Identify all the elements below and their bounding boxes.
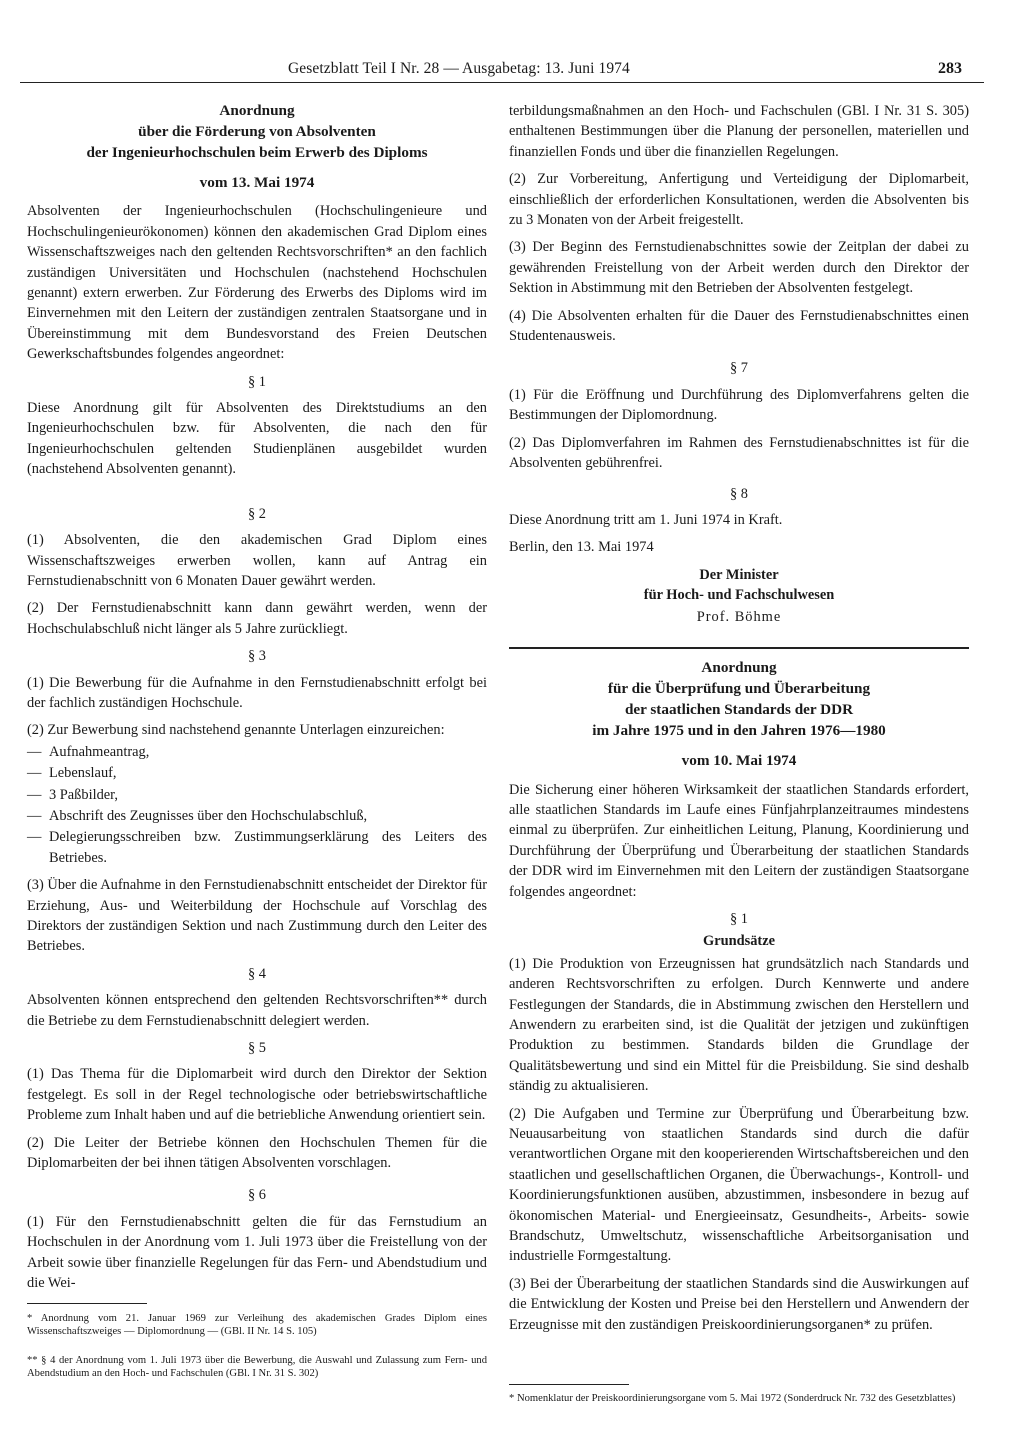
doc2-title: [509, 657, 969, 741]
header-rule: [20, 82, 984, 83]
doc1-s2-p1: (1) Absolventen, die den akademischen Grad Diplom eines Wissenschaftszweiges erwerben wollen, kann auf Antrag ein Fernstudienabschnitt von 6 Monaten Dauer gewährt werden.: [27, 532, 487, 589]
list-item-text: Delegierungsschreiben bzw. Zustimmungserklärung des Leiters des Betriebes.: [49, 829, 487, 866]
doc2-s1-heading: § 1: [730, 910, 748, 927]
doc1-s4-heading: § 4: [248, 965, 266, 982]
doc1-s7-heading: § 7: [730, 360, 748, 377]
page-number: 283: [938, 60, 962, 77]
doc1-s8-text: Diese Anordnung tritt am 1. Juni 1974 in Kraft.: [509, 511, 783, 528]
doc1-s2-p2: (2) Der Fernstudienabschnitt kann dann gewährt werden, wenn der Hochschulabschluß nicht länger als 5 Jahre zurückliegt.: [27, 600, 487, 637]
signature-line: Der Minister: [699, 566, 779, 583]
running-title: Gesetzblatt Teil I Nr. 28 — Ausgabetag: 13. Juni 1974: [288, 60, 630, 77]
doc1-s7-p1: (1) Für die Eröffnung und Durchführung des Diplomverfahrens gelten die Bestimmungen der Diplomordnung.: [509, 386, 969, 424]
doc1-title-line: der Ingenieurhochschulen beim Erwerb des Diploms: [86, 144, 428, 161]
doc1-signature-title: [509, 565, 969, 605]
dash-mark: —: [27, 765, 42, 782]
doc2-s1-p2: (2) Die Aufgaben und Termine zur Überprüfung und Überarbeitung bzw. Neuausarbeitung von staatlichen Standards sind durch die dafür verantwortlichen Organe mit den kooperierenden Wirtschaftsbereichen und den staatlichen und gesellschaftlichen Organen, die Überwachungs-, Kontroll- und Koordinierungsfunktionen ausüben, abzustimmen, insbesondere in bezug auf ökonomischen Material- und Energieeinsatz, Gesundheits-, Arbeits- sowie Brandschutz, Umweltschutz, wissenschaftliche Arbeitsorganisation und industrielle Formgestaltung.: [509, 1105, 969, 1265]
doc1-title-line: Anordnung: [219, 102, 295, 119]
page-header: [0, 60, 1024, 82]
doc1-s6-p2: (2) Zur Vorbereitung, Anfertigung und Verteidigung der Diplomarbeit, einschließlich der erforderlichen Konsultationen, werden die Absolventen bis zu 3 Monaten von der Arbeit freigestellt.: [509, 171, 969, 229]
dash-mark: —: [27, 807, 42, 824]
doc1-s6-p1-part1: (1) Für den Fernstudienabschnitt gelten die für das Fernstudium an Hochschulen in der Anordnung vom 1. Juli 1973 über die Freistellung von der Arbeit sowie über finanzielle Regelungen für das Fern- und Abendstudium und die Wei-: [27, 1213, 487, 1292]
list-item: [27, 785, 487, 805]
doc1-s3-p1: (1) Die Bewerbung für die Aufnahme in den Fernstudienabschnitt erfolgt bei der fachlich zuständigen Hochschule.: [27, 674, 487, 711]
doc1-s5-heading: § 5: [248, 1040, 266, 1057]
footnote-rule: [27, 1303, 147, 1304]
list-item-text: Aufnahmeantrag,: [49, 743, 150, 760]
list-item-text: Lebenslauf,: [49, 765, 117, 782]
left-column: [27, 100, 487, 1301]
doc1-s3-heading: § 3: [248, 648, 266, 665]
doc2-footnote-1: * Nomenklatur der Preiskoordinierungsorgane vom 5. Mai 1972 (Sonderdruck Nr. 732 des Gesetzblattes): [509, 1393, 956, 1404]
doc1-title: [27, 100, 487, 163]
doc1-signature-name: Prof. Böhme: [696, 608, 782, 625]
doc1-s6-p4: (4) Die Absolventen erhalten für die Dauer des Fernstudienabschnittes einen Studentenausweis.: [509, 307, 969, 345]
right-column: [509, 101, 969, 1342]
footnote-rule: [509, 1384, 629, 1385]
doc1-s8-heading: § 8: [730, 485, 748, 502]
doc1-footnote-2: ** § 4 der Anordnung vom 1. Juli 1973 über die Bewerbung, die Auswahl und Zulassung zum Fern- und Abendstudium an den Hoch- und Fachschulen (GBl. I Nr. 31 S. 302): [27, 1355, 487, 1379]
list-item-text: Abschrift des Zeugnisses über den Hochschulabschluß,: [49, 807, 368, 824]
doc1-footnote-1: * Anordnung vom 21. Januar 1969 zur Verleihung des akademischen Grades Diplom eines Wissenschaftszweiges — Diplomordnung — (GBl. II Nr. 14 S. 105): [27, 1313, 487, 1337]
doc1-place-date: Berlin, den 13. Mai 1974: [509, 539, 654, 556]
doc1-title-line: über die Förderung von Absolventen: [138, 123, 376, 140]
doc1-date: vom 13. Mai 1974: [199, 174, 315, 191]
signature-line: für Hoch- und Fachschulwesen: [643, 586, 835, 603]
list-item: [27, 763, 487, 783]
doc2-title-line: im Jahre 1975 und in den Jahren 1976—1980: [592, 722, 886, 740]
doc1-s5-p1: (1) Das Thema für die Diplomarbeit wird durch den Direktor der Sektion festgelegt. Es soll in der Regel technologische oder betriebswirtschaftliche Probleme zum Inhalt haben und auf die betriebliche Anwendung orientiert sein.: [27, 1066, 487, 1124]
section-divider: [509, 647, 969, 649]
list-item: [27, 827, 487, 868]
doc2-title-line: der staatlichen Standards der DDR: [624, 701, 854, 719]
doc1-s6-heading: § 6: [248, 1187, 266, 1204]
dash-mark: —: [27, 743, 42, 760]
doc1-s6-p3: (3) Der Beginn des Fernstudienabschnittes sowie der Zeitplan der dabei zu gewährenden Freistellung von der Arbeit werden durch den Direktor der Sektion in Abstimmung mit den Betrieben der Absolventen festgelegt.: [509, 239, 969, 297]
doc2-s1-subheading: Grundsätze: [703, 933, 775, 950]
doc1-s5-p2: (2) Die Leiter der Betriebe können den Hochschulen Themen für die Diplomarbeiten der bei ihnen tätigen Absolventen vorschlagen.: [27, 1134, 487, 1172]
dash-mark: —: [27, 829, 42, 846]
list-item: [27, 742, 487, 762]
doc2-s1-p1: (1) Die Produktion von Erzeugnissen hat grundsätzlich nach Standards und anderen Rechtsvorschriften zu erfolgen. Durch Kennwerte und andere Festlegungen der Standards, die in Abstimmung zwischen den Herstellern und Anwendern zu erarbeiten sind, ist die Qualität der jetzigen und zukünftigen Produktion zu bestimmen. Standards bilden die Grundlage der Qualitätsbewertung und sind ein Mittel für die Preisbildung. Sie sind deshalb ständig zu aktualisieren.: [509, 955, 969, 1095]
dash-mark: —: [27, 786, 42, 803]
list-item: [27, 806, 487, 826]
doc2-preamble: Die Sicherung einer höheren Wirksamkeit der staatlichen Standards erfordert, alle staatlichen Standards im Laufe eines Fünfjahrplanzeitraumes mindestens einmal zu überprüfen. Zur einheitlichen Leitung, Planung, Koordinierung und Durchführung der Überprüfung und Überarbeitung der staatlichen Standards der DDR wird im Einvernehmen mit den Leitern der zuständigen Staatsorgane folgendes angeordnet:: [509, 781, 969, 900]
doc1-s4-text: Absolventen können entsprechend den geltenden Rechtsvorschriften** durch die Betriebe zu dem Fernstudienabschnitt delegiert werden.: [27, 992, 487, 1029]
doc1-s3-p3: (3) Über die Aufnahme in den Fernstudienabschnitt entscheidet der Direktor für Erziehung, Aus- und Weiterbildung der Hochschule auf Vorschlag des Direktors der zuständigen Sektion und nach Zustimmung durch den Leiter des Betriebes.: [27, 877, 487, 955]
doc1-preamble: Absolventen der Ingenieurhochschulen (Hochschulingenieure und Hochschulingenieurökonomen) können den akademischen Grad Diplom eines Wissenschaftszweiges nach den geltenden Rechtsvorschriften* an den fachlich zuständigen Universitäten und Hochschulen (nachstehend Hochschulen genannt) extern erwerben. Zur Förderung des Erwerbs des Diploms wird im Einvernehmen mit den Leitern der zuständigen zentralen Staatsorgane und in Übereinstimmung mit dem Bundesvorstand des Freien Deutschen Gewerkschaftsbundes folgendes angeordnet:: [27, 203, 487, 363]
doc2-date: vom 10. Mai 1974: [681, 752, 797, 770]
doc1-s1-heading: § 1: [248, 373, 266, 390]
doc1-s3-p2: (2) Zur Bewerbung sind nachstehend genannte Unterlagen einzureichen:: [27, 722, 445, 739]
doc1-s1-text: Diese Anordnung gilt für Absolventen des Direktstudiums an den Ingenieurhochschulen bzw. für Absolventen, die nach den für Ingenieurhochschulen geltenden Studienplänen ausgebildet wurden (nachstehend Absolventen genannt).: [27, 400, 487, 478]
doc1-s6-p1-part2: terbildungsmaßnahmen an den Hoch- und Fachschulen (GBl. I Nr. 31 S. 305) enthaltenen Bestimmungen über die Planung der personellen, materiellen und finanziellen Fonds und über die finanziellen Regelungen.: [509, 103, 969, 160]
doc1-s2-heading: § 2: [248, 505, 266, 522]
doc2-title-line: Anordnung: [701, 659, 777, 677]
doc2-s1-p3: (3) Bei der Überarbeitung der staatlichen Standards sind die Auswirkungen auf die Entwicklung der Kosten und Preise bei den Herstellern und Anwendern der Erzeugnisse mit den zuständigen Preiskoordinierungsorganen* zu prüfen.: [509, 1275, 969, 1333]
doc2-title-line: für die Überprüfung und Überarbeitung: [607, 680, 871, 698]
list-item-text: 3 Paßbilder,: [49, 786, 118, 803]
doc1-s7-p2: (2) Das Diplomverfahren im Rahmen des Fernstudienabschnittes ist für die Absolventen gebührenfrei.: [509, 434, 969, 472]
